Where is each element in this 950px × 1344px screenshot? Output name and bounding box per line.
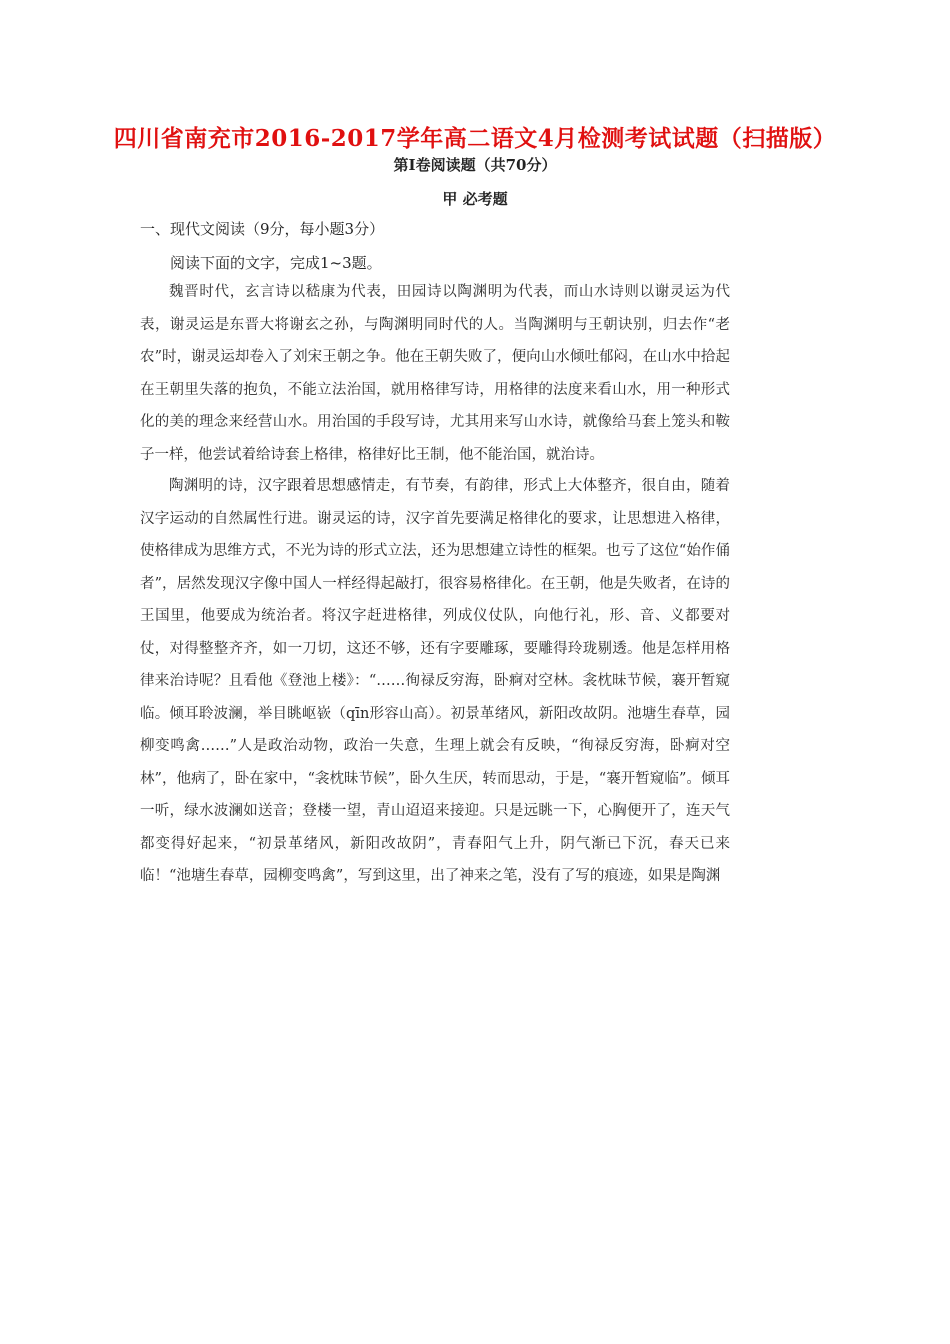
sub-title: 甲 必考题 [442, 190, 508, 208]
section-title: 第Ⅰ卷阅读题（共70分） [393, 156, 557, 174]
question-instruction: 阅读下面的文字，完成1~3题。 [170, 254, 382, 272]
body-paragraph: 陶渊明的诗，汉字跟着思想感情走，有节奏，有韵律，形式上大体整齐，很自由，随着汉字运动的自然属性行进。谢灵运的诗，汉字首先要满足格律化的要求，让思想进入格律，使格律成为思维方式，不光为诗的形式立法，还为思想建立诗性的框架。也亏了这位“始作俑者”，居然发现汉字像中国人一样经得起敲打，很容易格律化。在王朝，他是失败者，在诗的王国里，他要成为统治者。将汉字赶进格律，列成仪仗队，向他行礼，形、音、义都要对仗，对得整整齐齐，如一刀切，这还不够，还有字要雕琢，要雕得玲珑剔透。他是怎样用格律来治诗呢？且看他《登池上楼》：“……徇禄反穷海，卧痾对空林。衾枕昧节候，褰开暂窥临。倾耳聆波澜，举目眺岖嵚（qīn形容山高）。初景革绪风，新阳改故阴。池塘生春草，园柳变鸣禽……”人是政治动物，政治一失意，生理上就会有反映，“徇禄反穷海，卧痾对空林”，他病了，卧在家中，“衾枕昧节候”，卧久生厌，转而思动，于是，“褰开暂窥临”。倾耳一听，绿水波澜如送音；登楼一望，青山迢迢来接迎。只是远眺一下，心胸便开了，连天气都变得好起来，“初景革绪风，新阳改故阴”，青春阳气上升，阴气渐已下沉，春天已来临！“池塘生春草，园柳变鸣禽”，写到这里，出了神来之笔，没有了写的痕迹，如果是陶渊 [140, 478, 730, 884]
question-heading: 一、现代文阅读（9分，每小题3分） [140, 220, 385, 238]
document-title: 四川省南充市2016-2017学年高二语文4月检测考试试题（扫描版） [113, 125, 837, 152]
body-paragraph: 魏晋时代，玄言诗以嵇康为代表，田园诗以陶渊明为代表，而山水诗则以谢灵运为代表，谢灵运是东晋大将谢玄之孙，与陶渊明同时代的人。当陶渊明与王朝诀别，归去作“老农”时，谢灵运却卷入了刘宋王朝之争。他在王朝失败了，便向山水倾吐郁闷，在山水中拾起在王朝里失落的抱负，不能立法治国，就用格律写诗，用格律的法度来看山水，用一种形式化的美的理念来经营山水。用治国的手段写诗，尤其用来写山水诗，就像给马套上笼头和鞍子一样，他尝试着给诗套上格律，格律好比王制，他不能治国，就治诗。 [140, 284, 730, 463]
